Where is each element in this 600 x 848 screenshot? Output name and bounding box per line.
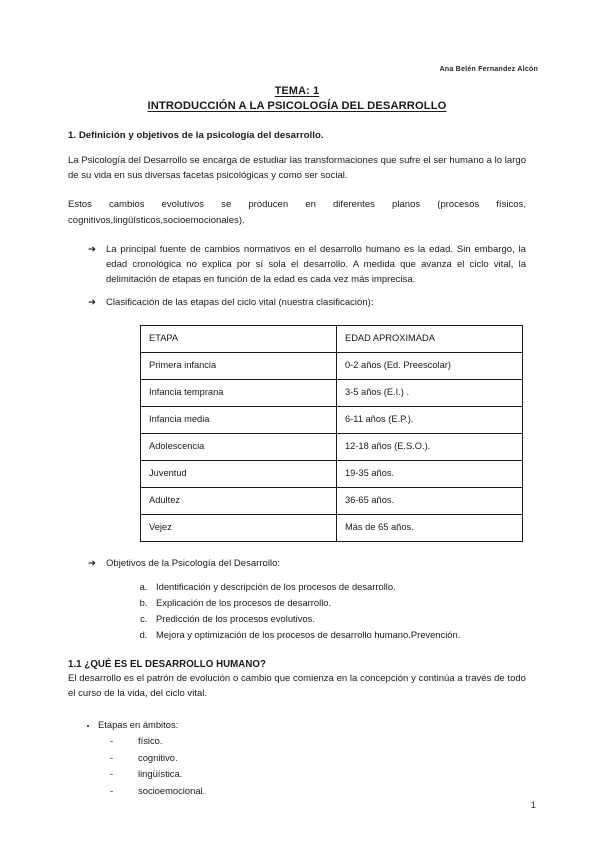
list-item: c. Predicción de los procesos evolutivos. — [150, 611, 526, 627]
ambitos-list — [68, 717, 526, 733]
table-row — [141, 460, 523, 487]
list-item — [110, 750, 526, 767]
list-item: b. Explicación de los procesos de desarrollo. — [150, 595, 526, 611]
title-subject: INTRODUCCIÓN A LA PSICOLOGÍA DEL DESARROLLO — [147, 100, 447, 112]
bullet-edad-normativa-text: La principal fuente de cambios normativos en el desarrollo humano es la edad. Sin embargo, la edad cronológica no explica por sí sola el desarrollo. A medida que avanza el ciclo vital, la delimitación de etapas en función de la edad es cada vez más imprecisa. — [106, 243, 526, 286]
list-item-label: socioemocional. — [138, 784, 206, 796]
table-header-edad: EDAD APROXIMADA — [337, 325, 523, 352]
table-cell-etapa: Primera infancia — [141, 352, 337, 379]
arrow-icon: ➔ — [88, 297, 96, 309]
table-header-row — [141, 325, 523, 352]
list-item: a. Identificación y descripción de los procesos de desarrollo. — [150, 579, 526, 595]
table-cell-etapa: Adultez — [141, 487, 337, 514]
table-cell-etapa: Juventud — [141, 460, 337, 487]
arrow-icon: ➔ — [88, 557, 96, 569]
section-1-paragraph-2: Estos cambios evolutivos se producen en diferentes planos (procesos físicos, cognitivos,lingüísticos,socioemocionales). — [68, 199, 526, 226]
table-cell-etapa: Adolescencia — [141, 433, 337, 460]
table-row — [141, 487, 523, 514]
bullet-clasificacion — [68, 295, 526, 310]
table-row — [141, 433, 523, 460]
page-number: 1 — [530, 799, 536, 810]
table-row — [141, 352, 523, 379]
bullet-objetivos-text: Objetivos de la Psicología del Desarrollo: — [106, 557, 281, 569]
dash-icon: - — [110, 784, 114, 796]
list-item: d. Mejora y optimización de los procesos de desarrollo humano.Prevención. — [150, 627, 526, 643]
table-cell-etapa: Infancia media — [141, 406, 337, 433]
list-item-label: físico. — [138, 735, 163, 747]
table-cell-etapa: Vejez — [141, 514, 337, 541]
list-item — [110, 783, 526, 800]
document-content — [68, 84, 526, 799]
dash-icon: - — [110, 735, 114, 747]
list-item-label: cognitivo. — [138, 751, 178, 763]
bullet-objetivos — [68, 556, 526, 571]
table-row — [141, 514, 523, 541]
arrow-icon: ➔ — [88, 243, 96, 255]
section-1-1-heading: 1.1 ¿QUÉ ES EL DESARROLLO HUMANO? — [68, 658, 266, 670]
table-row — [141, 406, 523, 433]
table-cell-etapa: Infancia temprana — [141, 379, 337, 406]
bullet-clasificacion-text: Clasificación de las etapas del ciclo vital (nuestra clasificación): — [106, 297, 374, 309]
section-1-1-paragraph: El desarrollo es el patrón de evolución o cambio que comienza en la concepción y continúa a través de todo el curso de la vida, del ciclo vital. — [68, 672, 526, 699]
objectives-list — [68, 579, 526, 643]
list-item — [110, 733, 526, 750]
bullet-edad-normativa — [68, 242, 526, 288]
title-tema: TEMA: 1 — [274, 85, 320, 97]
table-cell-edad: 3-5 años (E.I.) . — [337, 379, 523, 406]
section-1-heading: 1. Definición y objetivos de la psicología del desarrollo. — [68, 130, 324, 141]
table-row — [141, 379, 523, 406]
etapas-table — [140, 325, 523, 542]
list-item-label: lingüística. — [138, 768, 183, 780]
table-cell-edad: 6-11 años (E.P.). — [337, 406, 523, 433]
table-cell-edad: 19-35 años. — [337, 460, 523, 487]
table-header-etapa: ETAPA — [141, 325, 337, 352]
table-cell-edad: 36-65 años. — [337, 487, 523, 514]
table-cell-edad: 0-2 años (Ed. Preescolar) — [337, 352, 523, 379]
author-name: Ana Belén Fernandez Alcón — [439, 64, 538, 73]
document-title — [68, 84, 526, 114]
dash-icon: - — [110, 768, 114, 780]
list-item: • Etapas en ámbitos: — [98, 717, 526, 733]
section-1-paragraph-1: La Psicología del Desarrollo se encarga de estudiar las transformaciones que sufre el ser humano a lo largo de su vida en sus diversas facetas psicológicas y como ser social. — [68, 155, 526, 182]
dash-icon: - — [110, 751, 114, 763]
table-cell-edad: 12-18 años (E.S.O.). — [337, 433, 523, 460]
table-cell-edad: Más de 65 años. — [337, 514, 523, 541]
ambitos-sublist — [68, 733, 526, 799]
list-item — [110, 766, 526, 783]
